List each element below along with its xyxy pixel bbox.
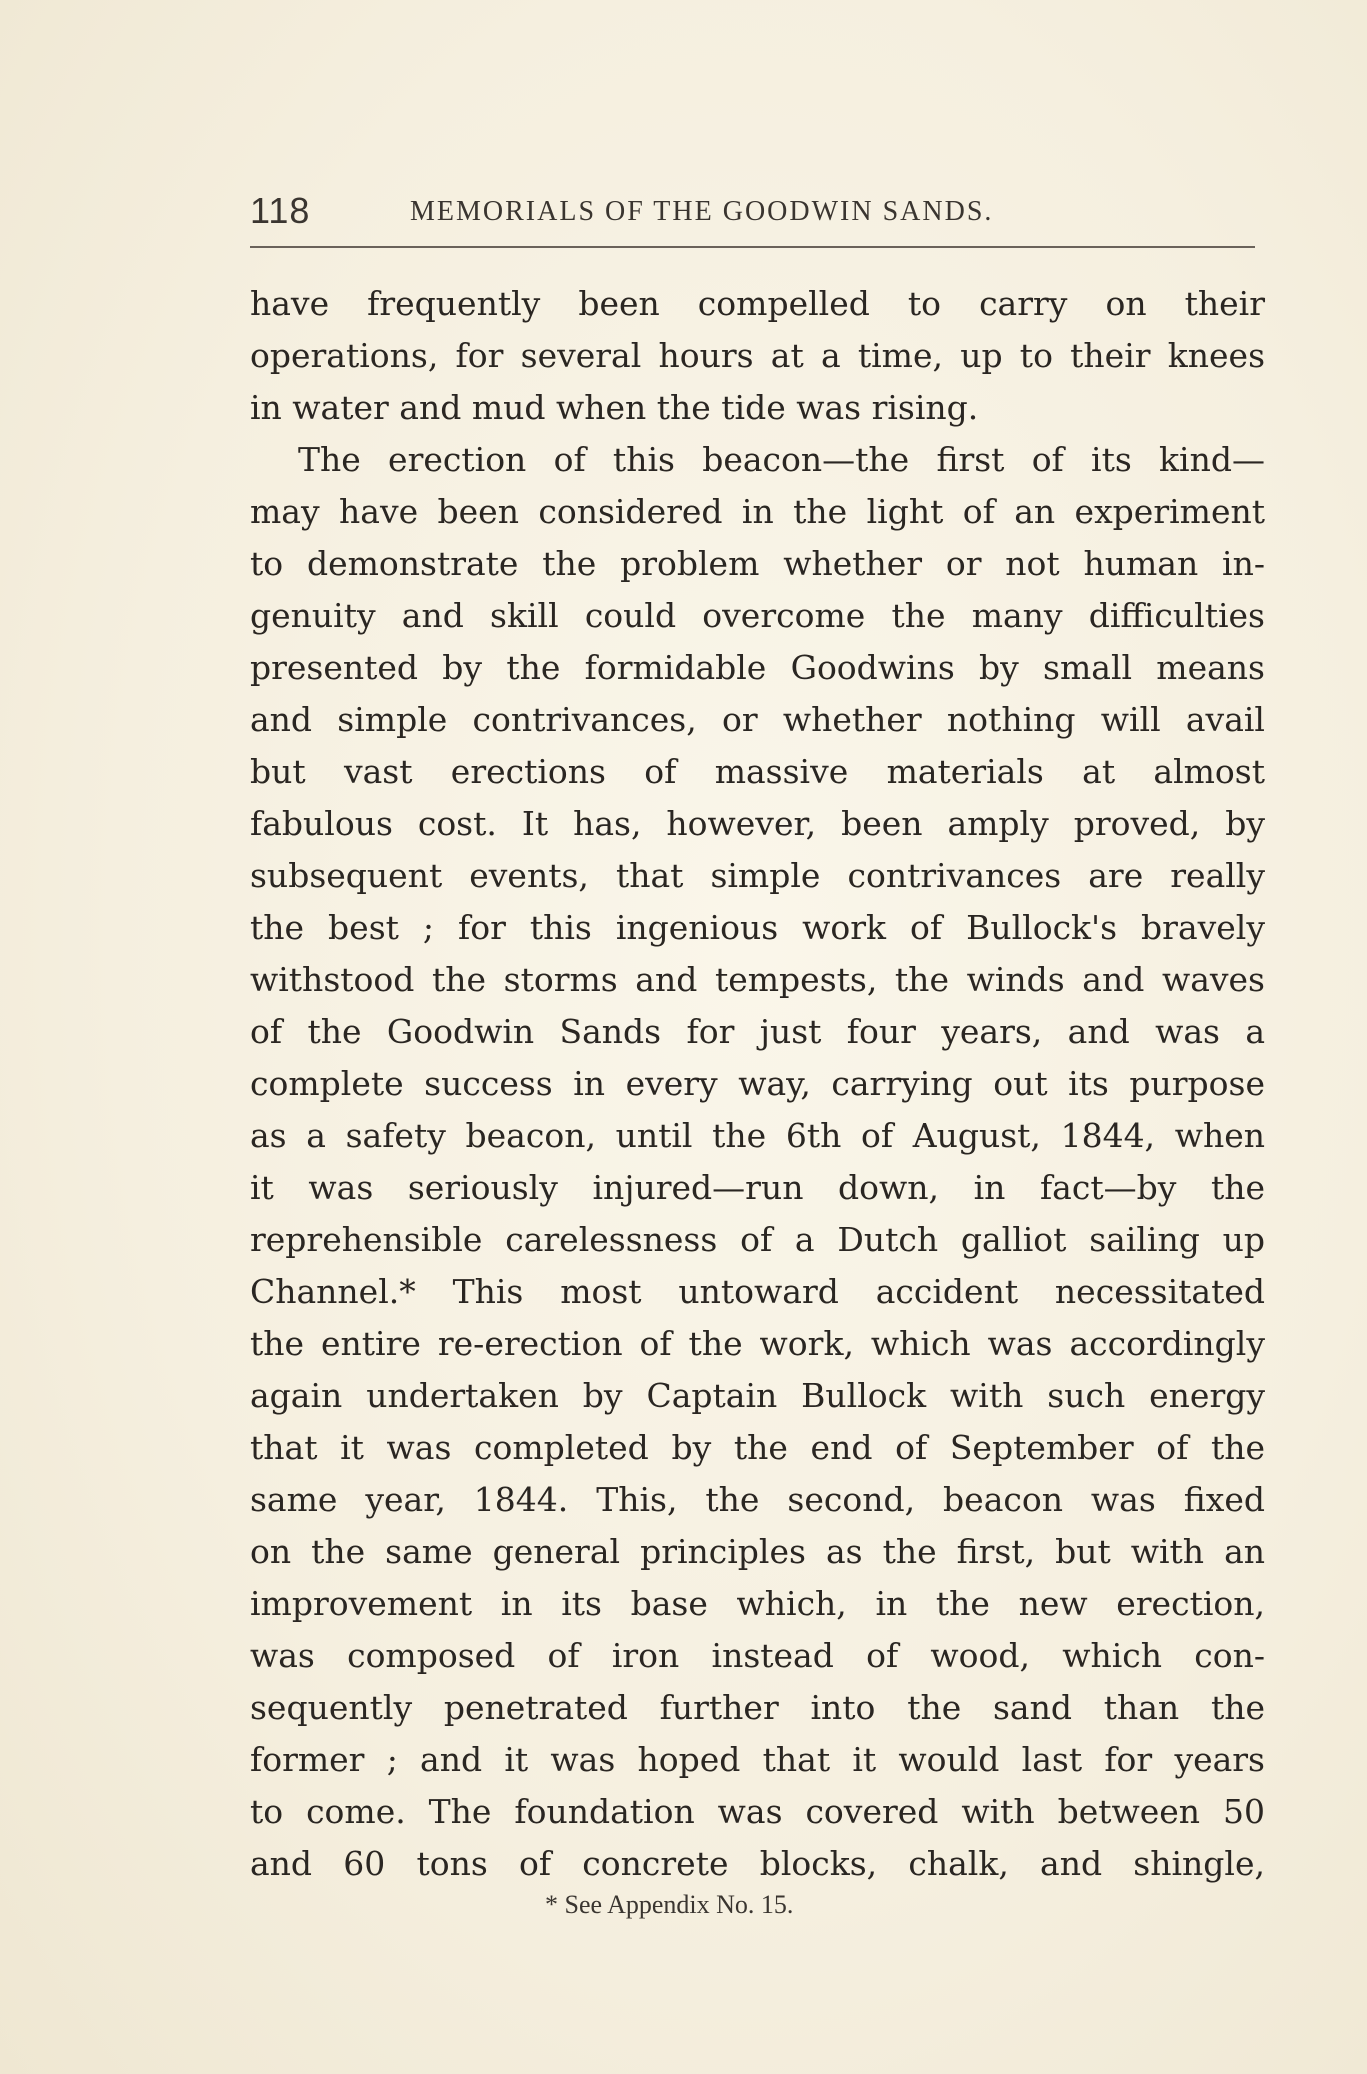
text-line: genuity and skill could overcome the many difficulties	[250, 596, 1265, 635]
text-line: that it was completed by the end of September of the	[250, 1428, 1265, 1467]
text-line: withstood the storms and tempests, the winds and waves	[250, 960, 1265, 999]
text-line: but vast erections of massive materials at almost	[250, 752, 1265, 791]
text-line: operations, for several hours at a time, up to their knees	[250, 336, 1265, 375]
text-line: reprehensible carelessness of a Dutch galliot sailing up	[250, 1220, 1265, 1259]
text-line: complete success in every way, carrying out its purpose	[250, 1064, 1265, 1103]
text-line: and simple contrivances, or whether nothing will avail	[250, 700, 1265, 739]
text-line: it was seriously injured—run down, in fact—by the	[250, 1168, 1265, 1207]
text-line: same year, 1844. This, the second, beacon was fixed	[250, 1480, 1265, 1519]
text-line: to demonstrate the problem whether or not human in-	[250, 544, 1265, 583]
text-line: again undertaken by Captain Bullock with such energy	[250, 1376, 1265, 1415]
page-number: 118	[250, 190, 311, 231]
text-line: the best ; for this ingenious work of Bullock's bravely	[250, 908, 1265, 947]
text-line: sequently penetrated further into the sand than the	[250, 1688, 1265, 1727]
text-line: fabulous cost. It has, however, been amply proved, by	[250, 804, 1265, 843]
text-line: have frequently been compelled to carry on their	[250, 284, 1265, 323]
text-line: and 60 tons of concrete blocks, chalk, and shingle,	[250, 1844, 1265, 1883]
text-line: as a safety beacon, until the 6th of August, 1844, when	[250, 1116, 1265, 1155]
running-head	[250, 190, 1255, 234]
text-line: The erection of this beacon—the first of its kind—	[298, 440, 1265, 479]
text-line: to come. The foundation was covered with between 50	[250, 1792, 1265, 1831]
text-line: subsequent events, that simple contrivances are really	[250, 856, 1265, 895]
text-line: Channel.* This most untoward accident necessitated	[250, 1272, 1265, 1311]
body-text	[250, 278, 1265, 1890]
footnote: * See Appendix No. 15.	[545, 1890, 794, 1919]
text-line: may have been considered in the light of an experiment	[250, 492, 1265, 531]
text-line: improvement in its base which, in the new erection,	[250, 1584, 1265, 1623]
text-line: in water and mud when the tide was rising.	[250, 388, 979, 427]
header-rule	[250, 246, 1255, 248]
running-title: MEMORIALS OF THE GOODWIN SANDS.	[410, 196, 994, 227]
text-line: presented by the formidable Goodwins by small means	[250, 648, 1265, 687]
text-line: on the same general principles as the first, but with an	[250, 1532, 1265, 1571]
text-line: former ; and it was hoped that it would last for years	[250, 1740, 1265, 1779]
text-line: of the Goodwin Sands for just four years, and was a	[250, 1012, 1265, 1051]
text-line: the entire re-erection of the work, which was accordingly	[250, 1324, 1265, 1363]
text-line: was composed of iron instead of wood, which con-	[250, 1636, 1265, 1675]
